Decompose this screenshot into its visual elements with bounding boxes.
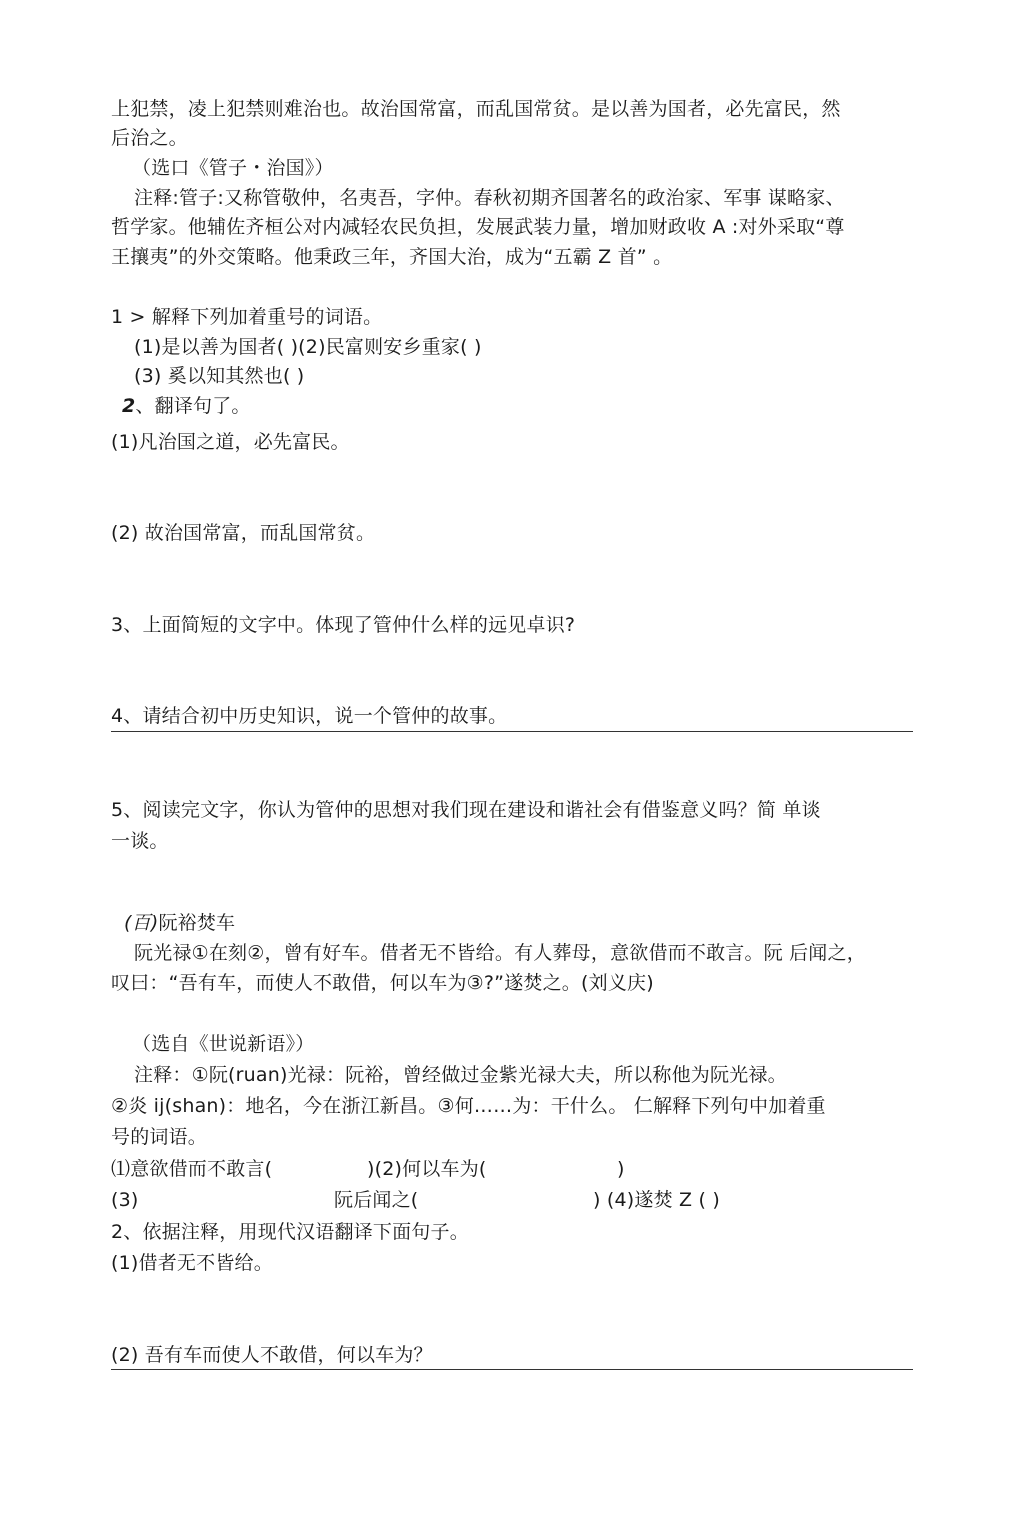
explain-item: ) (4)遂焚 Z ( )	[593, 1189, 720, 1211]
explain-item: )	[617, 1158, 625, 1180]
explain-item: 阮后闻之(	[334, 1189, 419, 1211]
passage-note-line: ②炎 ij(shan)：地名，今在浙江新昌。③何……为：干什么。 仁解释下列句中加着重	[111, 1095, 826, 1117]
passage-2-title	[124, 910, 235, 936]
question-2-number: 2	[122, 395, 136, 417]
passage-note-line: 注释:管子:又称管敬仲，名夷吾，字仲。春秋初期齐国著名的政治家、军事 谋略家、	[134, 187, 845, 209]
question-1-items: (3) 奚以知其然也( )	[134, 365, 305, 387]
answer-rule	[111, 1369, 913, 1370]
question-2-item: (1)凡治国之道，必先富民。	[111, 431, 350, 453]
passage-text-line: 后治之。	[111, 127, 188, 149]
passage-text-line: 阮光禄①在刻②，曾有好车。借者无不皆给。有人葬母，意欲借而不敢言。阮 后闻之，	[134, 942, 866, 964]
translate-title: 2、依据注释，用现代汉语翻译下面句子。	[111, 1221, 469, 1243]
translate-item: (1)借者无不皆给。	[111, 1252, 273, 1274]
question-5-line: 5、阅读完文字，你认为管仲的思想对我们现在建设和谐社会有借鉴意义吗？简 单谈	[111, 799, 821, 821]
question-1-title: 1 > 解释下列加着重号的词语。	[111, 306, 383, 328]
passage-note-line: 哲学家。他辅佐齐桓公对内减轻农民负担，发展武装力量，增加财政收 A :对外采取“尊	[111, 216, 845, 238]
question-3: 3、上面简短的文字中。体现了管仲什么样的远见卓识?	[111, 614, 576, 636]
explain-item: (3)	[111, 1189, 139, 1211]
passage-note-line: 注释：①阮(ruan)光禄：阮裕，曾经做过金紫光禄大夫，所以称他为阮光禄。	[134, 1064, 787, 1086]
passage-note-line: 号的词语。	[111, 1126, 208, 1148]
answer-rule	[111, 731, 913, 732]
question-2-label: 、翻译句了。	[135, 395, 251, 417]
passage-source: （选口《管子・治国》）	[132, 157, 334, 179]
passage-2-title-text: 阮裕焚车	[158, 912, 236, 934]
question-5-line: 一谈。	[111, 830, 169, 852]
question-2-item: (2) 故治国常富，而乱国常贫。	[111, 522, 376, 544]
explain-item: )(2)何以车为(	[367, 1158, 487, 1180]
explain-item: ⑴意欲借而不敢言(	[111, 1158, 273, 1180]
passage-source: （选自《世说新语》）	[132, 1033, 315, 1055]
passage-text-line: 叹曰：“吾有车，而使人不敢借，何以车为③?”遂焚之。(刘义庆)	[111, 972, 654, 994]
passage-text-line: 上犯禁，凌上犯禁则难治也。故治国常富，而乱国常贫。是以善为国者，必先富民，然	[111, 98, 841, 120]
question-2-title	[122, 393, 251, 419]
translate-item: (2) 吾有车而使人不敢借，何以车为？	[111, 1344, 433, 1366]
question-4: 4、请结合初中历史知识，说一个管仲的故事。	[111, 705, 508, 727]
passage-note-line: 王攘夷”的外交策略。他秉政三年，齐国大治，成为“五霸 Z 首” 。	[111, 246, 673, 268]
question-1-items: (1)是以善为国者( )(2)民富则安乡重家( )	[134, 336, 482, 358]
passage-2-number: (百)	[124, 912, 159, 934]
